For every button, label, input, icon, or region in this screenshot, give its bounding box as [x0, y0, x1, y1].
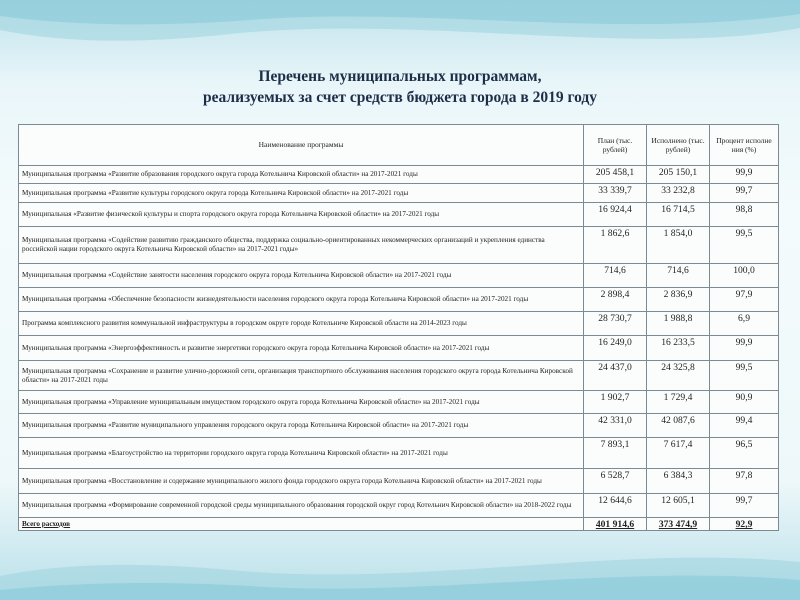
- total-label: Всего расходов: [19, 518, 584, 531]
- plan-value: 16 924,4: [584, 203, 647, 227]
- percent-value: 99,7: [710, 184, 779, 203]
- total-row: [19, 518, 779, 531]
- table-row: [19, 184, 779, 203]
- table-row: [19, 288, 779, 312]
- table-row: [19, 227, 779, 264]
- program-name: Программа комплексного развития коммунальной инфраструктуры в городском округе городе Котельниче Кировской области на 2014-2023 годы: [19, 312, 584, 336]
- page-title-line-1: Перечень муниципальных программам,: [258, 68, 542, 85]
- table-row: [19, 469, 779, 494]
- done-value: 24 325,8: [647, 361, 710, 391]
- percent-value: 99,7: [710, 494, 779, 518]
- percent-value: 99,4: [710, 414, 779, 438]
- program-name: Муниципальная программа «Сохранение и развитие улично-дорожной сети, организация транспортного обслуживания населения городского округа города Котельнича Кировской области» на 2017-2021 годы: [19, 361, 584, 391]
- percent-value: 100,0: [710, 264, 779, 288]
- percent-value: 99,5: [710, 361, 779, 391]
- done-value: 714,6: [647, 264, 710, 288]
- percent-value: 98,8: [710, 203, 779, 227]
- table-header-row: [19, 125, 779, 166]
- program-name: Муниципальная программа «Развитие образования городского округа города Котельнича Кировской области» на 2017-2021 годы: [19, 166, 584, 184]
- program-name: Муниципальная программа «Энергоэффективность и развитие энергетики городского округа города Котельнича Кировской области» на 2017-2021 годы: [19, 336, 584, 361]
- percent-value: 97,9: [710, 288, 779, 312]
- plan-value: 714,6: [584, 264, 647, 288]
- plan-value: 6 528,7: [584, 469, 647, 494]
- top-wave-decoration: [0, 0, 800, 70]
- program-name: Муниципальная программа «Благоустройство на территории городского округа города Котельнича Кировской области» на 2017-2021 годы: [19, 438, 584, 469]
- done-value: 2 836,9: [647, 288, 710, 312]
- page-title-line-2: реализуемых за счет средств бюджета города в 2019 году: [203, 89, 597, 106]
- plan-value: 1 862,6: [584, 227, 647, 264]
- total-done-value: 373 474,9: [647, 518, 710, 531]
- table-body: [19, 166, 779, 531]
- plan-value: 28 730,7: [584, 312, 647, 336]
- program-name: Муниципальная программа «Содействие занятости населения городского округа города Котельнича Кировской области» на 2017-2021 годы: [19, 264, 584, 288]
- done-value: 205 150,1: [647, 166, 710, 184]
- program-name: Муниципальная программа «Восстановление и содержание муниципального жилого фонда городского округа города Котельнича Кировской области» на 2017-2021 годы: [19, 469, 584, 494]
- plan-value: 7 893,1: [584, 438, 647, 469]
- done-value: 16 233,5: [647, 336, 710, 361]
- plan-value: 16 249,0: [584, 336, 647, 361]
- table-row: [19, 336, 779, 361]
- done-value: 16 714,5: [647, 203, 710, 227]
- program-name: Муниципальная программа «Развитие муниципального управления городского округа города Котельнича Кировской области» на 2017-2021 годы: [19, 414, 584, 438]
- header-plan: План (тыс. рублей): [584, 125, 647, 166]
- percent-value: 90,9: [710, 391, 779, 414]
- percent-value: 99,5: [710, 227, 779, 264]
- program-name: Муниципальная программа «Управление муниципальным имуществом городского округа города Котельнича Кировской области» на 2017-2021 годы: [19, 391, 584, 414]
- bottom-wave-decoration: [0, 540, 800, 600]
- plan-value: 1 902,7: [584, 391, 647, 414]
- table-row: [19, 312, 779, 336]
- percent-value: 99,9: [710, 336, 779, 361]
- program-name: Муниципальная программа «Формирование современной городской среды муниципального образования городской округ город Котельнич Кировской области» на 2018-2022 годы: [19, 494, 584, 518]
- table-row: [19, 494, 779, 518]
- plan-value: 2 898,4: [584, 288, 647, 312]
- plan-value: 33 339,7: [584, 184, 647, 203]
- program-name: Муниципальная «Развитие физической культуры и спорта городского округа города Котельнича Кировской области» на 2017-2021 годы: [19, 203, 584, 227]
- done-value: 6 384,3: [647, 469, 710, 494]
- done-value: 7 617,4: [647, 438, 710, 469]
- page-title: [0, 66, 800, 108]
- program-name: Муниципальная программа «Обеспечение безопасности жизнедеятельности населения городского округа города Котельнича Кировской области» на 2017-2021 годы: [19, 288, 584, 312]
- done-value: 12 605,1: [647, 494, 710, 518]
- programs-table: [18, 124, 779, 531]
- plan-value: 42 331,0: [584, 414, 647, 438]
- table-row: [19, 264, 779, 288]
- table-row: [19, 166, 779, 184]
- table-row: [19, 438, 779, 469]
- plan-value: 12 644,6: [584, 494, 647, 518]
- plan-value: 24 437,0: [584, 361, 647, 391]
- done-value: 1 729,4: [647, 391, 710, 414]
- done-value: 33 232,8: [647, 184, 710, 203]
- plan-value: 205 458,1: [584, 166, 647, 184]
- percent-value: 96,5: [710, 438, 779, 469]
- header-program-name: Наименование программы: [19, 125, 584, 166]
- total-plan-value: 401 914,6: [584, 518, 647, 531]
- header-done: Исполнено (тыс. рублей): [647, 125, 710, 166]
- percent-value: 97,8: [710, 469, 779, 494]
- percent-value: 6,9: [710, 312, 779, 336]
- table-row: [19, 361, 779, 391]
- done-value: 42 087,6: [647, 414, 710, 438]
- percent-value: 99,9: [710, 166, 779, 184]
- program-name: Муниципальная программа «Содействие развитию гражданского общества, поддержка социально-ориентированных некоммерческих организаций и укрепления единства российской нации городского округа Котельнича Кировской области» на 2017-2021 годы»: [19, 227, 584, 264]
- program-name: Муниципальная программа «Развитие культуры городского округа города Котельнича Кировской области» на 2017-2021 годы: [19, 184, 584, 203]
- table-row: [19, 203, 779, 227]
- table-row: [19, 414, 779, 438]
- done-value: 1 988,8: [647, 312, 710, 336]
- header-percent: Процент исполне ния (%): [710, 125, 779, 166]
- table-row: [19, 391, 779, 414]
- done-value: 1 854,0: [647, 227, 710, 264]
- total-percent-value: 92,9: [710, 518, 779, 531]
